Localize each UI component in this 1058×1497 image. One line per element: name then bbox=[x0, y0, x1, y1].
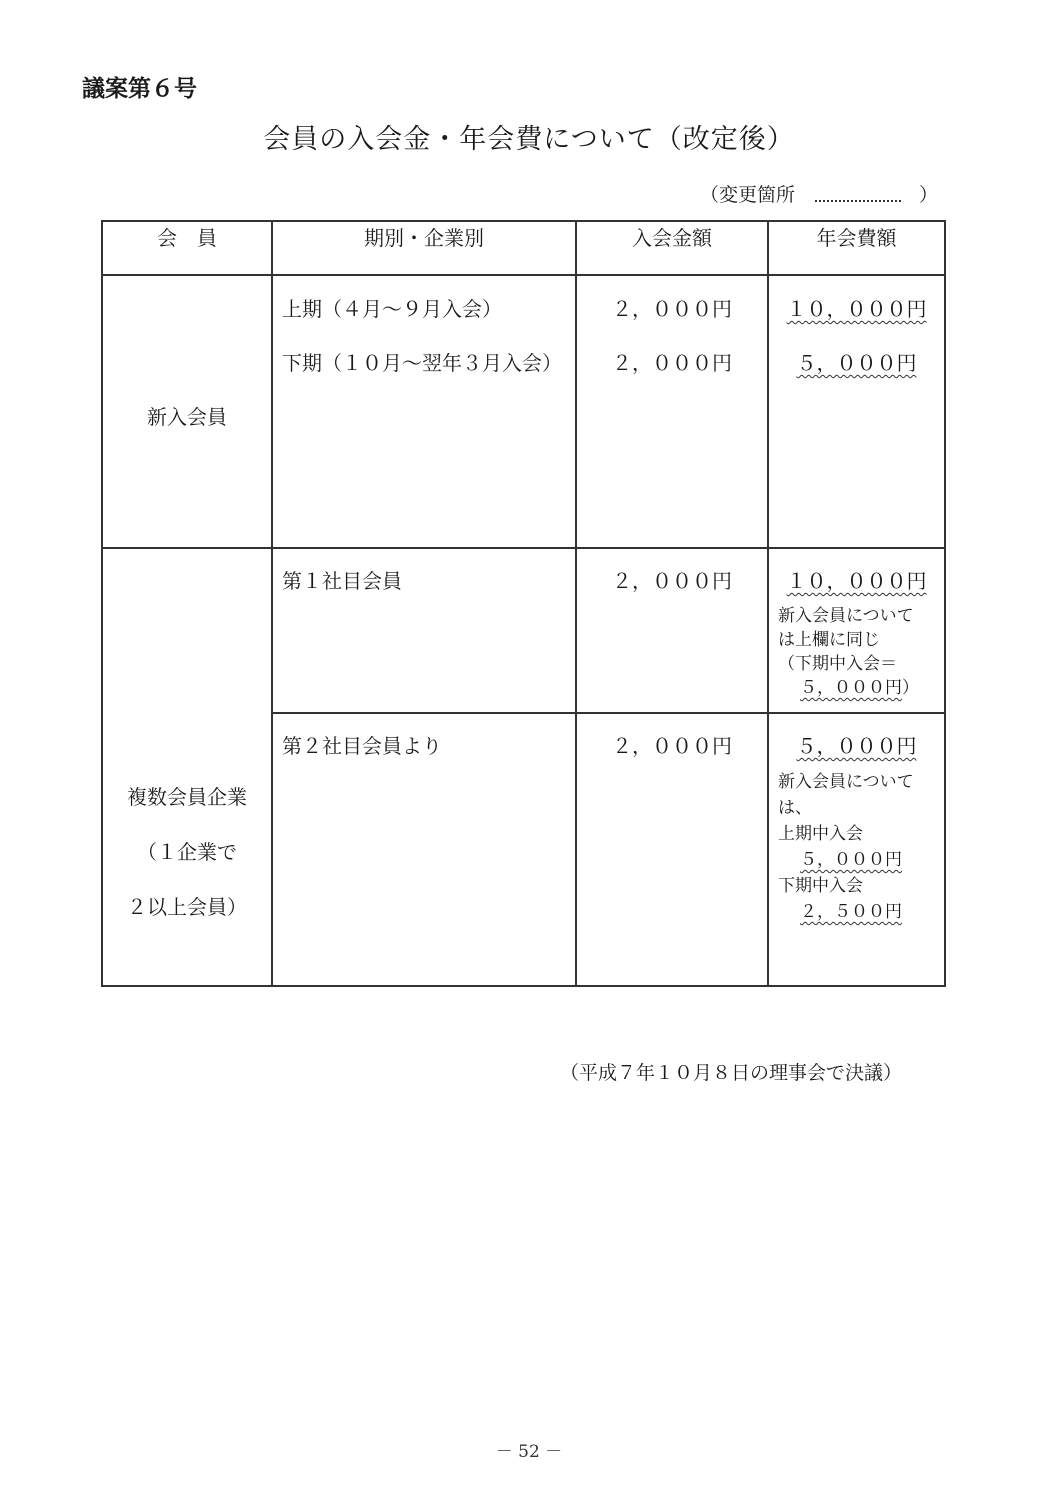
note-line: は上欄に同じ bbox=[778, 630, 880, 650]
page-number: － 52 － bbox=[495, 1442, 563, 1462]
entry-fee-second-company: ２，０００円 bbox=[612, 734, 732, 758]
period-first-half: 上期（４月～９月入会） bbox=[282, 297, 502, 321]
annual-fee-cell-first bbox=[768, 548, 945, 713]
note-line: （下期中入会＝ bbox=[778, 654, 897, 674]
note-upper-label: 上期中入会 bbox=[778, 824, 863, 844]
entry-fee-cell-first bbox=[576, 548, 768, 713]
resolution-note: （平成７年１０月８日の理事会で決議） bbox=[560, 1062, 903, 1084]
header-period: 期別・企業別 bbox=[272, 221, 576, 275]
fee-table bbox=[101, 220, 946, 987]
table-row-new-members bbox=[102, 275, 945, 548]
note-second-company bbox=[778, 769, 914, 925]
page-title: 会員の入会金・年会費について（改定後） bbox=[263, 124, 795, 155]
member-cell-new bbox=[102, 275, 272, 548]
member-label-multi-2: （１企業で bbox=[137, 840, 237, 864]
bill-number: 議案第６号 bbox=[82, 76, 197, 102]
table-row-first-member bbox=[102, 548, 945, 713]
note-line: 新入会員について bbox=[778, 772, 914, 792]
member-cell-multi bbox=[102, 548, 272, 986]
annual-fee-cell-second bbox=[768, 713, 945, 986]
change-legend-sample bbox=[815, 190, 901, 202]
entry-fee-second-half: ２，０００円 bbox=[612, 351, 732, 375]
entry-fee-cell-new bbox=[576, 275, 768, 548]
entry-fee-cell-second bbox=[576, 713, 768, 986]
period-cell-new bbox=[272, 275, 576, 548]
annual-fee-second-company: ５，０００円 bbox=[796, 734, 917, 758]
note-line: は、 bbox=[778, 798, 812, 818]
annual-fee-first-half: １０，０００円 bbox=[786, 297, 927, 321]
note-amount: ５，０００円 bbox=[800, 678, 902, 698]
header-entry-fee: 入会金額 bbox=[576, 221, 768, 275]
period-cell-first bbox=[272, 548, 576, 713]
note-lower-label: 下期中入会 bbox=[778, 876, 863, 896]
change-legend bbox=[700, 180, 938, 207]
period-second-half: 下期（１０月～翌年３月入会） bbox=[282, 351, 562, 375]
note-first-company bbox=[778, 604, 919, 700]
member-label-multi-1: 複数会員企業 bbox=[127, 785, 247, 809]
header-member: 会 員 bbox=[102, 221, 272, 275]
period-second-company: 第２社目会員より bbox=[282, 734, 442, 758]
note-line: 新入会員について bbox=[778, 606, 914, 626]
note-close: ） bbox=[902, 678, 919, 698]
annual-fee-first-company: １０，０００円 bbox=[786, 569, 927, 593]
entry-fee-first-company: ２，０００円 bbox=[612, 569, 732, 593]
annual-fee-cell-new bbox=[768, 275, 945, 548]
period-cell-second bbox=[272, 713, 576, 986]
entry-fee-first-half: ２，０００円 bbox=[612, 297, 732, 321]
header-row bbox=[102, 221, 945, 275]
change-legend-close: ） bbox=[919, 184, 939, 206]
member-label-multi-3: ２以上会員） bbox=[127, 895, 247, 919]
annual-fee-second-half: ５，０００円 bbox=[796, 351, 917, 375]
period-first-company: 第１社目会員 bbox=[282, 569, 402, 593]
member-label-new: 新入会員 bbox=[147, 405, 227, 429]
header-annual-fee: 年会費額 bbox=[768, 221, 945, 275]
note-upper-amount: ５，０００円 bbox=[800, 850, 902, 870]
note-lower-amount: ２，５００円 bbox=[800, 902, 902, 922]
change-legend-open: （変更箇所 bbox=[700, 184, 796, 206]
